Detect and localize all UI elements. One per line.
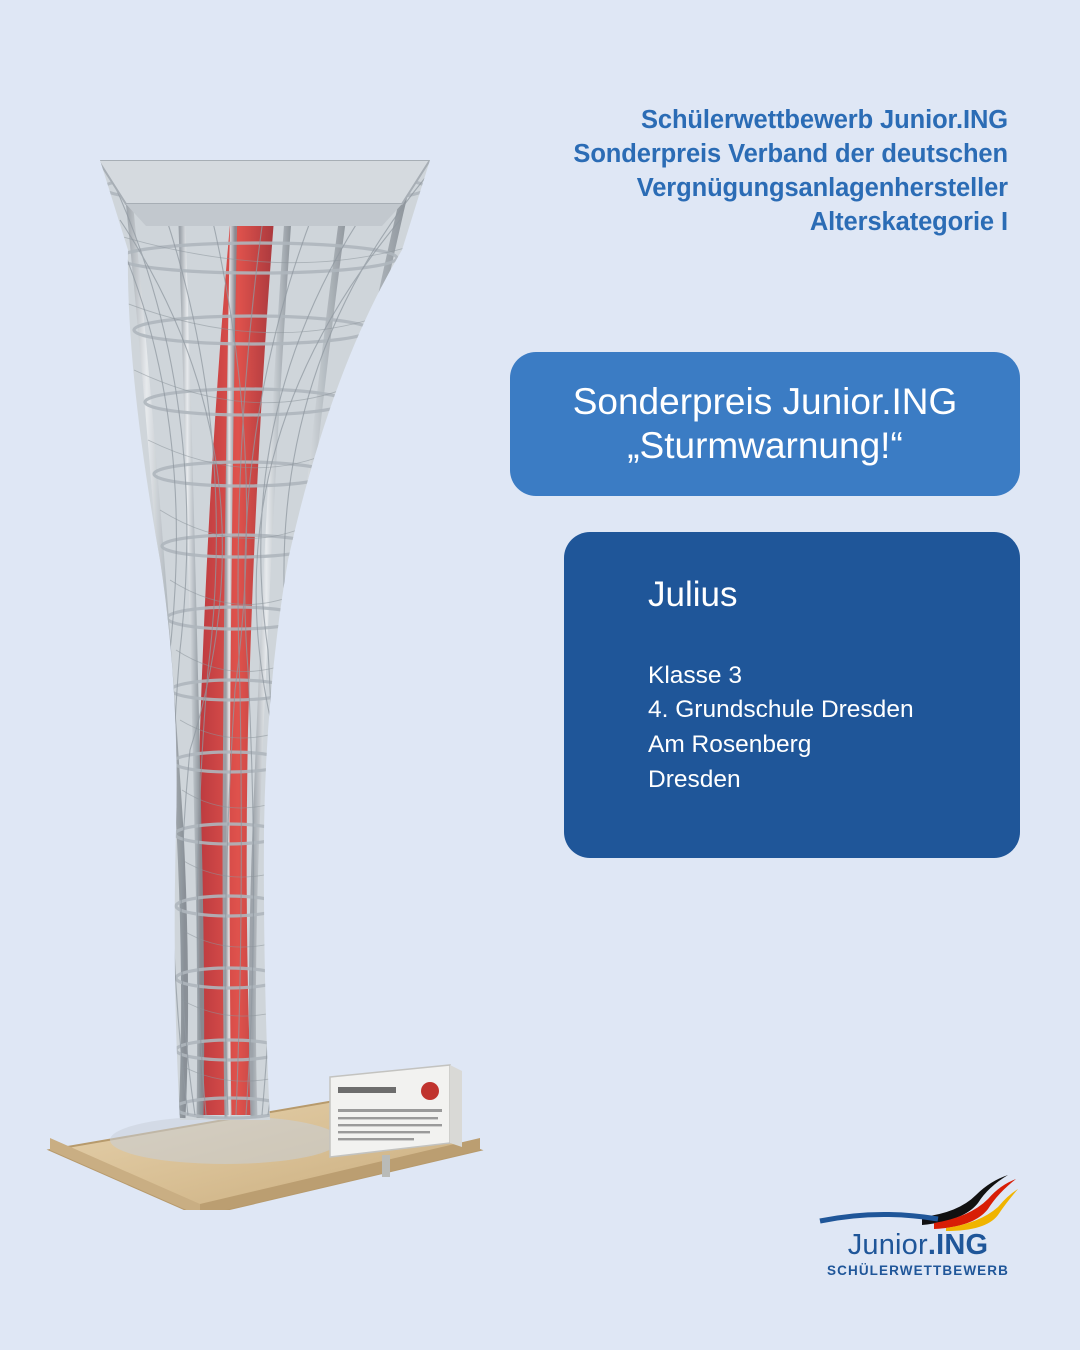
competition-headline — [448, 104, 1008, 240]
student-name: Julius — [648, 575, 738, 614]
student-info-box — [564, 532, 1020, 858]
logo-wordmark — [818, 1231, 1018, 1260]
student-school-name-2: Am Rosenberg — [648, 731, 812, 759]
award-title-box — [510, 352, 1020, 496]
student-class: Klasse 3 — [648, 661, 742, 689]
junior-ing-logo — [818, 1169, 1018, 1278]
award-title-line-1: Sonderpreis Junior.ING — [572, 381, 958, 423]
headline-line-4: Alterskategorie I — [809, 207, 1008, 236]
student-city: Dresden — [648, 765, 741, 793]
logo-subtitle: SCHÜLERWETTBEWERB — [827, 1263, 1009, 1278]
award-title-line-2: „Sturmwarnung!“ — [627, 425, 903, 466]
project-model-photo — [30, 130, 500, 1210]
logo-word-ing: .ING — [927, 1229, 989, 1261]
tower-top-platform — [98, 160, 430, 226]
headline-line-3: Vergnügungsanlagenhersteller — [636, 173, 1008, 202]
logo-word-junior: Junior — [847, 1229, 928, 1261]
logo-swoosh-icon — [818, 1169, 1018, 1231]
tower-structure — [90, 150, 440, 1150]
headline-line-2: Sonderpreis Verband der deutschen — [573, 139, 1008, 168]
headline-line-1: Schülerwettbewerb Junior.ING — [640, 106, 1008, 134]
student-school: 4. Grundschule Dresden — [648, 696, 914, 724]
